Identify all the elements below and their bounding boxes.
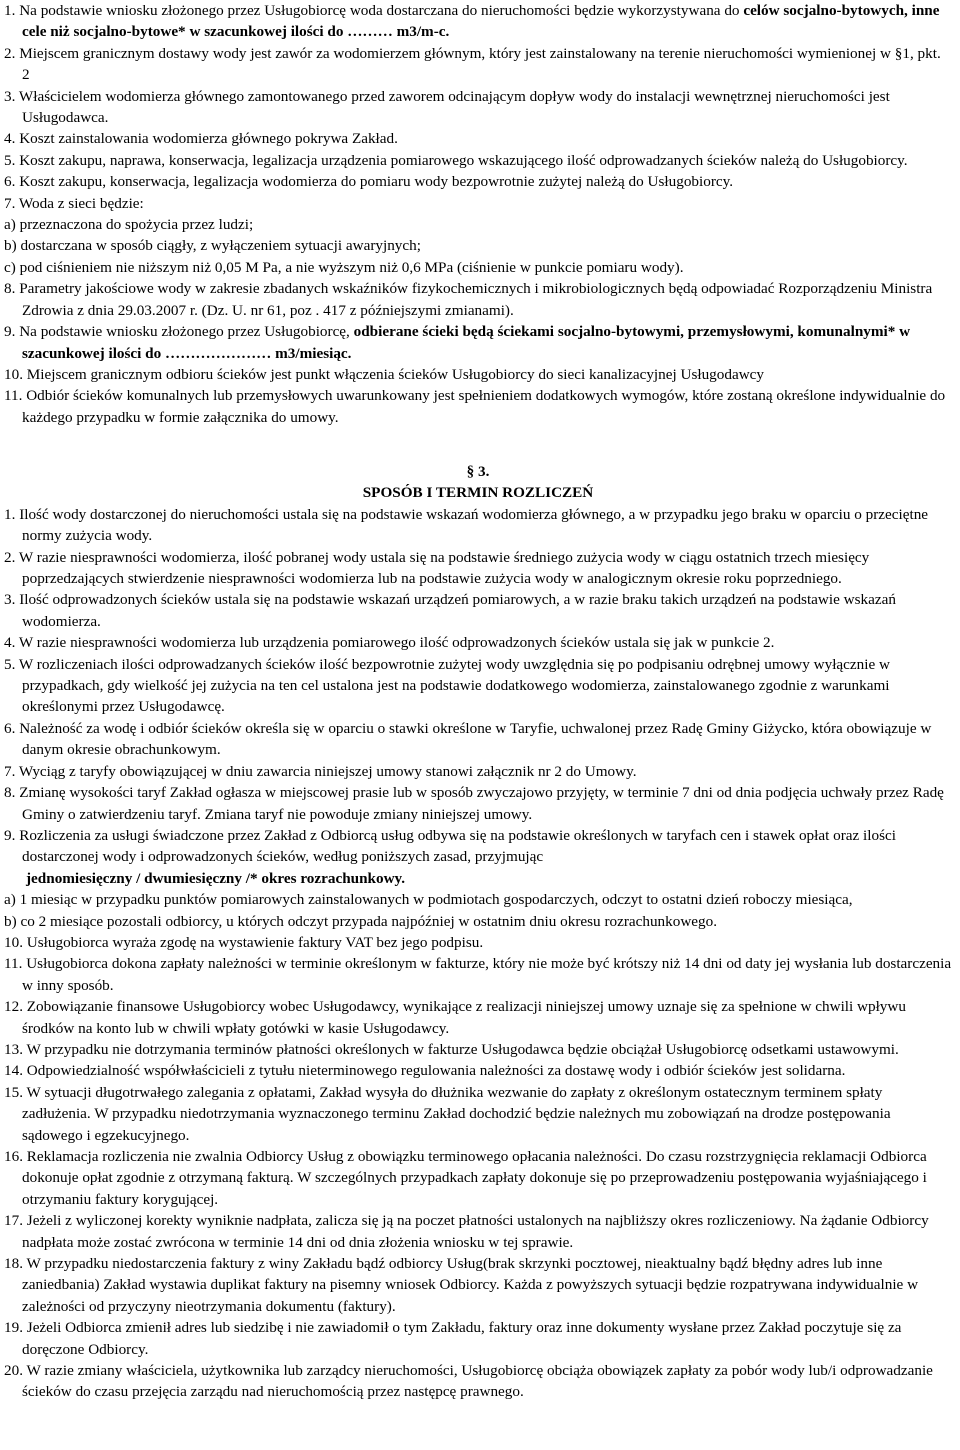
list-item: 18. W przypadku niedostarczenia faktury z winy Zakładu bądź odbiorcy Usług(brak skrzynki pocztowej, nieaktualny bądź błędny adres lub inne zaniedbania) Zakład wystawia duplikat faktury na pisemny wniosek Odbiorcy. Każda z powyższych sytuacji będzie rozpatrywana indywidualnie w zależności od przyczyny nieotrzymania dokumentu (faktury). — [4, 1255, 919, 1315]
list-item: 5. Koszt zakupu, naprawa, konserwacja, legalizacja urządzenia pomiarowego wskazującego ilość odprowadzanych ścieków należą do Usługobiorcy. — [4, 151, 908, 169]
list-item: 11. Usługobiorca dokona zapłaty należności w terminie określonym w fakturze, który nie może być krótszy niż 14 dni od daty jej wysłania lub dostarczenia w inny sposób. — [4, 955, 952, 994]
list-item: 14. Odpowiedzialność współwłaścicieli z tytułu nieterminowego regulowania należności za dostawę wody i odbiór ścieków jest solidarna. — [4, 1062, 846, 1080]
list-item — [4, 321, 952, 364]
item-text: 9. Na podstawie wniosku złożonego przez Usługobiorcę, — [4, 323, 354, 341]
list-item: 13. W przypadku nie dotrzymania terminów płatności określonych w fakturze Usługodawca będzie obciążał Usługobiorcę odsetkami ustawowymi. — [4, 1040, 899, 1058]
sub-item: b) co 2 miesiące pozostali odbiorcy, u których odczyt przypada najpóźniej w ostatnim dniu okresu rozrachunkowego. — [4, 912, 718, 930]
list-item: 17. Jeżeli z wyliczonej korekty wyniknie nadpłata, zalicza się ją na poczet płatności ustalonych na najbliższy okres rozliczeniowy. Na żądanie Odbiorcy nadpłata może zostać zwrócona w terminie 14 dni od dnia złożenia wniosku w tej sprawie. — [4, 1212, 929, 1251]
list-item: 9. Rozliczenia za usługi świadczone przez Zakład z Odbiorcą usług odbywa się na podstawie określonych w taryfach cen i stawek opłat oraz ilości dostarczonej wody i odprowadzonych ścieków, według poniższych zasad, przyjmując — [4, 826, 896, 866]
list-item: 12. Zobowiązanie finansowe Usługobiorcy wobec Usługodawcy, wynikające z realizacji niniejszej umowy uznaje się za spełnione w chwili wpływu środków na konto lub w chwili wpłaty gotówki w kasie Usługodawcy. — [4, 998, 906, 1037]
list-item: 3. Ilość odprowadzonych ścieków ustala się na podstawie wskazań urządzeń pomiarowych, a w razie braku takich urządzeń na podstawie wskazań wodomierza. — [4, 591, 896, 630]
item-bold-text: odbierane ścieki będą ściekami socjalno-bytowymi, przemysłowymi, komunalnymi* w szacunkowej ilości do ………………… m3/miesiąc. — [22, 323, 911, 362]
list-item: 20. W razie zmiany właściciela, użytkownika lub zarządcy nieruchomości, Usługobiorcę obciąża obowiązek zapłaty za pobór wody lub/i odprowadzanie ścieków do czasu przejęcia zarządu nad nieruchomością przez następcę prawnego. — [4, 1362, 933, 1401]
list-item: 15. W sytuacji długotrwałego zalegania z opłatami, Zakład wysyła do dłużnika wezwanie do zapłaty z określonym ostatecznym terminem spłaty zadłużenia. W przypadku niedotrzymania wyznaczonego terminu Zakład dochodzić będzie należnych mu zobowiązań na drodze postępowania sądowego i egzekucyjnego. — [4, 1083, 891, 1144]
list-item: 7. Woda z sieci będzie: — [4, 194, 144, 212]
item-text: 1. Na podstawie wniosku złożonego przez Usługobiorcę woda dostarczana do nieruchomości będzie wykorzystywana do — [4, 2, 744, 19]
list-item: 1. Ilość wody dostarczonej do nieruchomości ustala się na podstawie wskazań wodomierza głównego, a w przypadku jego braku w oparciu o przeciętne normy zużycia wody. — [4, 505, 929, 545]
section-number: § 3. — [466, 463, 490, 480]
list-item: 3. Właścicielem wodomierza głównego zamontowanego przed zaworem odcinającym dopływ wody do instalacji wewnętrznej nieruchomości jest Usługodawca. — [4, 87, 890, 127]
sub-item: c) pod ciśnieniem nie niższym niż 0,05 M Pa, a nie wyższym niż 0,6 MPa (ciśnienie w punkcie pomiaru wody). — [4, 258, 684, 276]
list-item: 2. Miejscem granicznym dostawy wody jest zawór za wodomierzem głównym, który jest zainstalowany na terenie nieruchomości wymienionej w §1, pkt. 2 — [4, 44, 941, 84]
settlement-period: jednomiesięczny / dwumiesięczny /* okres rozrachunkowy. — [26, 869, 406, 887]
list-item: 11. Odbiór ścieków komunalnych lub przemysłowych uwarunkowany jest spełnieniem dodatkowych wymogów, które zostaną określone indywidualnie do każdego przypadku w formie załącznika do umowy. — [4, 387, 946, 426]
list-item: 8. Parametry jakościowe wody w zakresie zbadanych wskaźników fizykochemicznych i mikrobiologicznych będą odpowiadać Rozporządzeniu Ministra Zdrowia z dnia 29.03.2007 r. (Dz. U. nr 61, poz . 417 z późniejszymi zmianami). — [4, 280, 933, 319]
list-item: 6. Należność za wodę i odbiór ścieków określa się w oparciu o stawki określone w Taryfie, uchwalonej przez Radę Gminy Giżycko, która obowiązuje w danym okresie obrachunkowym. — [4, 719, 932, 759]
list-item: 6. Koszt zakupu, konserwacja, legalizacja wodomierza do pomiaru wody bezpowrotnie zużytej należą do Usługobiorcy. — [4, 173, 734, 191]
section-3-list — [4, 504, 952, 868]
section-2-items — [4, 0, 952, 428]
sub-item: b) dostarczana w sposób ciągły, z wyłączeniem sytuacji awaryjnych; — [4, 237, 421, 255]
list-item: 10. Miejscem granicznym odbioru ścieków jest punkt włączenia ścieków Usługobiorcy do sieci kanalizacyjnej Usługodawcy — [4, 365, 765, 383]
sub-item: a) 1 miesiąc w przypadku punktów pomiarowych zainstalowanych w podmiotach gospodarczych, odczyt to ostatni dzień roboczy miesiąca, — [4, 891, 853, 909]
item-bold-text: celów socjalno-bytowych, inne cele niż socjalno-bytowe* w szacunkowej ilości do ……… m3/m-c. — [22, 2, 940, 41]
list-item: 16. Reklamacja rozliczenia nie zwalnia Odbiorcy Usług z obowiązku terminowego opłacania należności. Do czasu rozstrzygnięcia reklamacji Odbiorca dokonuje opłat zgodnie z otrzymaną fakturą. W szczególnych przypadkach zapłaty dokonuje się po przeprowadzeniu postępowania wyjaśniającego i otrzymaniu faktury korygującej. — [4, 1148, 927, 1208]
list-item: 2. W razie niesprawności wodomierza, ilość pobranej wody ustala się na podstawie średniego zużycia wody w ciągu ostatnich trzech miesięcy poprzedzających stwierdzenie niesprawności wodomierza lub na podstawie zużycia wody w analogicznym okresie roku poprzedniego. — [4, 548, 870, 588]
sub-item: a) przeznaczona do spożycia przez ludzi; — [4, 216, 254, 234]
section-title: SPOSÓB I TERMIN ROZLICZEŃ — [362, 484, 594, 502]
list-item: 10. Usługobiorca wyraża zgodę na wystawienie faktury VAT bez jego podpisu. — [4, 933, 484, 951]
section-3-list-continued — [4, 932, 952, 1403]
list-item: 5. W rozliczeniach ilości odprowadzanych ścieków ilość bezpowrotnie zużytej wody uwzględnia się po podpisaniu odrębnej umowy wyłącznie w przypadkach, gdy wielkość jej zużycia na ten cel ustalona jest na podstawie dodatkowego wodomierza, zainstalowanego zgodnie z warunkami określonymi przez Usługodawcę. — [4, 655, 890, 716]
list-item: 7. Wyciąg z taryfy obowiązującej w dniu zawarcia niniejszej umowy stanowi załącznik nr 2 do Umowy. — [4, 762, 637, 780]
section-3 — [4, 461, 952, 1403]
list-item: 8. Zmianę wysokości taryf Zakład ogłasza w miejscowej prasie lub w sposób zwyczajowo przyjęty, w terminie 7 dni od dnia podjęcia uchwały przez Radę Gminy o zatwierdzeniu taryf. Zmiana taryf nie powoduje zmiany niniejszej umowy. — [4, 784, 944, 823]
list-item: 4. W razie niesprawności wodomierza lub urządzenia pomiarowego ilość odprowadzonych ścieków ustala się jak w punkcie 2. — [4, 634, 775, 652]
list-item: 4. Koszt zainstalowania wodomierza głównego pokrywa Zakład. — [4, 130, 398, 148]
list-item: 19. Jeżeli Odbiorca zmienił adres lub siedzibę i nie zawiadomił o tym Zakładu, faktury oraz inne dokumenty wysłane przez Zakład poczytuje się za doręczone Odbiorcy. — [4, 1319, 902, 1358]
list-item — [4, 0, 952, 43]
